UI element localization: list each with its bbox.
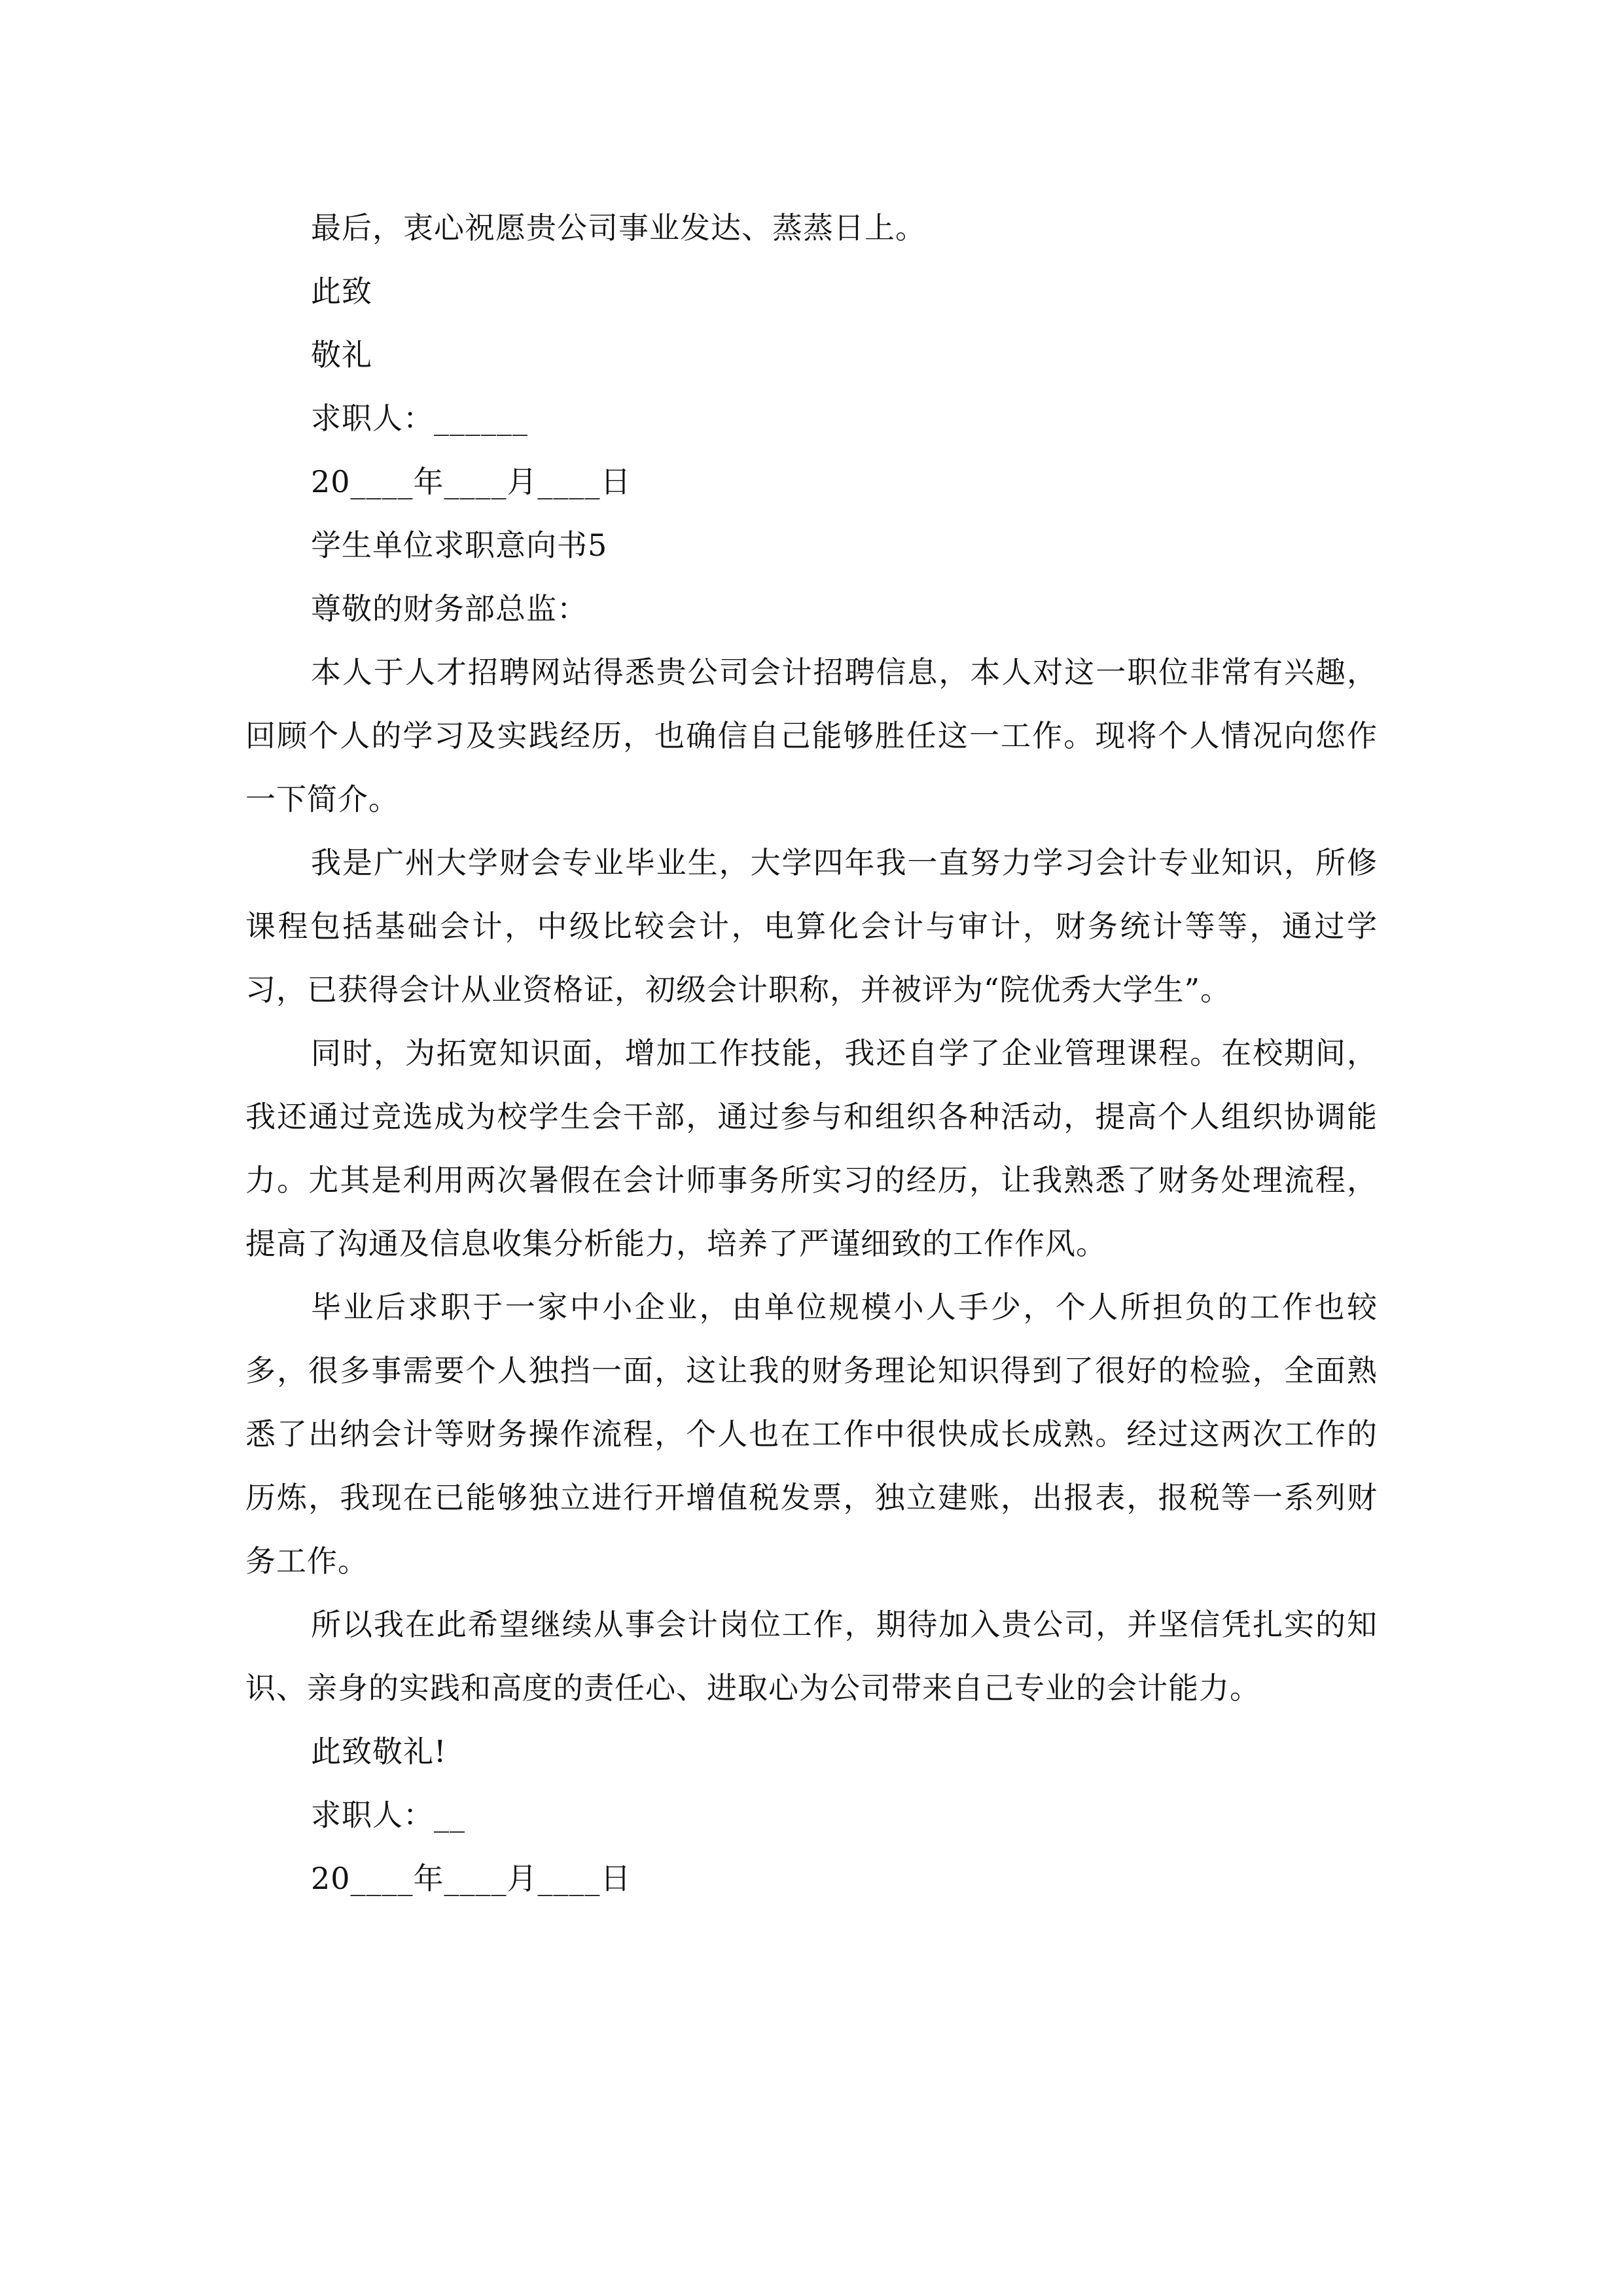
paragraph-activities: 同时，为拓宽知识面，增加工作技能，我还自学了企业管理课程。在校期间，我还通过竞选成为校学生会干部，通过参与和组织各种活动，提高个人组织协调能力。尤其是利用两次暑假在会计师事务所实习的经历，让我熟悉了财务处理流程，提高了沟通及信息收集分析能力，培养了严谨细致的工作作风。 (245, 1035, 1378, 1261)
letter-title: 学生单位求职意向书5 (311, 528, 608, 563)
salutation-jing-li: 敬礼 (311, 337, 372, 372)
date-line-1: 20____年____月____日 (311, 464, 632, 499)
letter-closing: 此致敬礼! (311, 1734, 447, 1769)
paragraph-education: 我是广州大学财会专业毕业生，大学四年我一直努力学习会计专业知识，所修课程包括基础会计，中级比较会计，电算化会计与审计，财务统计等等，通过学习，已获得会计从业资格证，初级会计职称，并被评为“院优秀大学生”。 (245, 845, 1378, 1007)
date-line-2: 20____年____月____日 (311, 1861, 632, 1896)
applicant-signature-2: 求职人：__ (311, 1797, 465, 1833)
letter-greeting: 尊敬的财务部总监： (311, 591, 588, 626)
closing-wish: 最后，衷心祝愿贵公司事业发达、蒸蒸日上。 (311, 210, 926, 245)
salutation-ci-zhi: 此致 (311, 274, 372, 309)
paragraph-intro: 本人于人才招聘网站得悉贵公司会计招聘信息，本人对这一职位非常有兴趣，回顾个人的学习及实践经历，也确信自己能够胜任这一工作。现将个人情况向您作一下简介。 (245, 655, 1378, 817)
paragraph-work-experience: 毕业后求职于一家中小企业，由单位规模小人手少，个人所担负的工作也较多，很多事需要个人独挡一面，这让我的财务理论知识得到了很好的检验，全面熟悉了出纳会计等财务操作流程，个人也在工作中很快成长成熟。经过这两次工作的历炼，我现在已能够独立进行开增值税发票，独立建账，出报表，报税等一系列财务工作。 (245, 1289, 1378, 1579)
applicant-signature-1: 求职人：______ (311, 401, 528, 436)
document-body (245, 196, 1378, 1910)
paragraph-aspiration: 所以我在此希望继续从事会计岗位工作，期待加入贵公司，并坚信凭扎实的知识、亲身的实践和高度的责任心、进取心为公司带来自己专业的会计能力。 (245, 1607, 1378, 1706)
